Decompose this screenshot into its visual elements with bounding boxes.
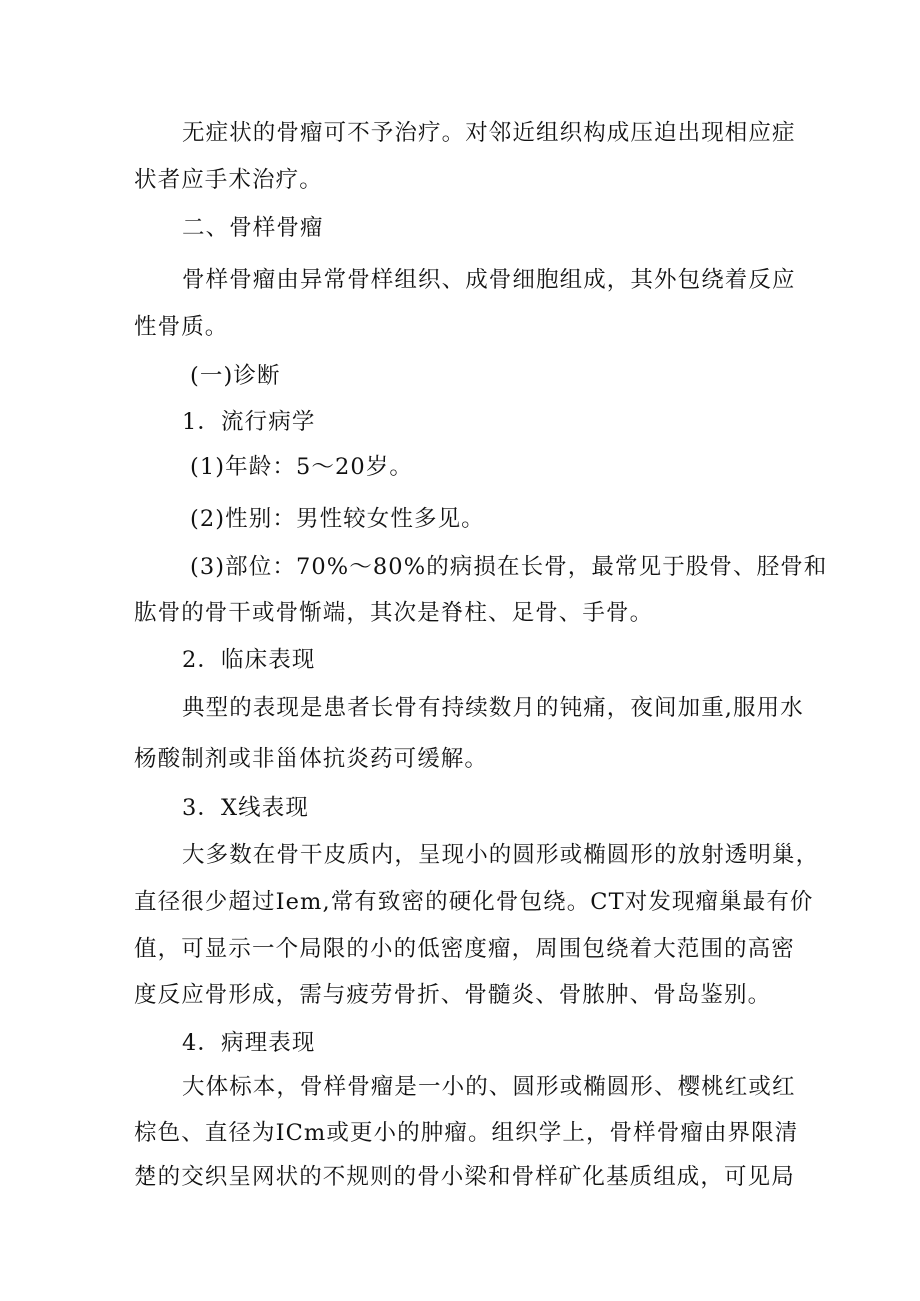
paragraph-line: 杨酸制剂或非甾体抗炎药可缓解。 [134, 746, 489, 772]
paragraph-line: 骨样骨瘤由异常骨样组织、成骨细胞组成，其外包绕着反应 [182, 267, 796, 293]
list-item: (2)性别：男性较女性多见。 [190, 506, 485, 532]
paragraph-line: 楚的交织呈网状的不规则的骨小梁和骨样矿化基质组成，可见局 [134, 1164, 795, 1190]
paragraph-line: 状者应手术治疗。 [134, 167, 323, 193]
paragraph-line: 性骨质。 [134, 314, 229, 340]
paragraph-line: 肱骨的骨干或骨惭端，其次是脊柱、足骨、手骨。 [134, 600, 654, 626]
list-item: (3)部位：70%～80%的病损在长骨，最常见于股骨、胫骨和 [190, 554, 828, 580]
paragraph-line: 直径很少超过Iem,常有致密的硬化骨包绕。CT对发现瘤巢最有价 [134, 889, 814, 915]
numbered-heading: 4．病理表现 [182, 1030, 316, 1056]
section-heading: 二、骨样骨瘤 [182, 215, 324, 241]
subsection-heading: (一)诊断 [190, 363, 281, 389]
numbered-heading: 2．临床表现 [182, 647, 316, 673]
paragraph-line: 无症状的骨瘤可不予治疗。对邻近组织构成压迫出现相应症 [182, 120, 796, 146]
numbered-heading: 3．X线表现 [182, 795, 309, 821]
numbered-heading: 1．流行病学 [182, 409, 316, 435]
paragraph-line: 大多数在骨干皮质内，呈现小的圆形或椭圆形的放射透明巢， [182, 842, 820, 868]
paragraph-line: 典型的表现是患者长骨有持续数月的钝痛，夜间加重,服用水 [182, 695, 804, 721]
list-item: (1)年龄：5～20岁。 [190, 454, 414, 480]
paragraph-line: 大体标本，骨样骨瘤是一小的、圆形或椭圆形、樱桃红或红 [182, 1074, 796, 1100]
paragraph-line: 度反应骨形成，需与疲劳骨折、骨髓炎、骨脓肿、骨岛鉴别。 [134, 982, 772, 1008]
paragraph-line: 值，可显示一个局限的小的低密度瘤，周围包绕着大范围的高密 [134, 936, 795, 962]
paragraph-line: 棕色、直径为ICm或更小的肿瘤。组织学上，骨样骨瘤由界限清 [134, 1120, 799, 1146]
